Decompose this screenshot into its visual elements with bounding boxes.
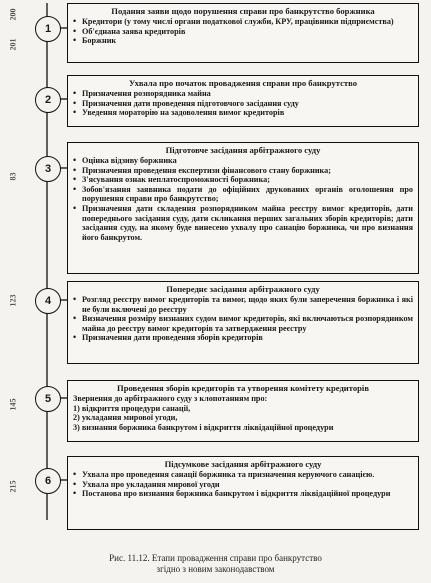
stage-item: • Зобов'язання заявника подати до офіційних друкованих органів оголошення про порушення справи про банкрутство; — [73, 185, 413, 204]
stage-5-items — [73, 404, 413, 433]
stage-item: • Визначення розміру визнаних судом вимог кредиторів, які включаються розпорядником майна до реєстру вимог кредиторів та затвердження реєстру — [73, 314, 413, 333]
figure-caption — [0, 553, 431, 575]
stage-1-number-circle: 1 — [35, 16, 61, 42]
stage-5-subtitle: Звернення до арбітражного суду з клопотанням про: — [73, 394, 268, 403]
figure-caption-line-1: Рис. 11.12. Етапи провадження справи про банкрутство — [109, 553, 322, 563]
figure-caption-line-2: згідно з новим законодавством — [156, 564, 275, 574]
stage-item: • Уведення мораторію на задоволення вимог кредиторів — [73, 108, 413, 118]
stage-5-title: Проведення зборів кредиторів та утворення комітету кредиторів — [117, 383, 369, 393]
stage-item: • Призначення проведення експертизи фінансового стану боржника; — [73, 166, 413, 176]
stage-5-box — [67, 380, 419, 442]
stage-4-box — [67, 281, 419, 364]
stage-item: • Призначення дати складення розпорядником майна реєстру вимог кредиторів, дати попереднього засідання суду, дати скликання перших загальних зборів кредиторів; дати засідання суду, на якому буде винесено ухвалу про санацію боржника, чи про визнання його банкрутом. — [73, 204, 413, 242]
margin-number: 123 — [8, 294, 18, 307]
stage-2-box — [67, 75, 419, 127]
stage-4-items — [73, 295, 413, 343]
stage-item: • Призначення розпорядника майна — [73, 89, 413, 99]
stage-6-title: Підсумкове засідання арбітражного суду — [164, 459, 322, 469]
stage-item: • Призначення дати проведення підготовчого засідання суду — [73, 99, 413, 109]
stage-item: • Ухвала про укладання мирової угоди — [73, 480, 413, 490]
stage-item: • Об'єднана заява кредиторів — [73, 27, 413, 37]
margin-number: 145 — [8, 398, 18, 411]
stage-3-title: Підготовче засідання арбітражного суду — [165, 145, 321, 155]
stage-3-box — [67, 142, 419, 274]
stage-2-title: Ухвала про початок провадження справи про банкрутство — [129, 78, 357, 88]
stage-item: 3) визнання боржника банкрутом і відкриття ліквідаційної процедури — [73, 422, 334, 432]
margin-number: 200 — [8, 8, 18, 21]
stage-item: • Призначення дати проведення зборів кредиторів — [73, 333, 413, 343]
stage-2-number-circle: 2 — [35, 87, 61, 113]
stage-6-box — [67, 456, 419, 530]
stage-6-number-circle: 6 — [35, 468, 61, 494]
stage-1-box — [67, 3, 419, 63]
stage-4-number-circle: 4 — [35, 288, 61, 314]
stage-item: • Оцінка відзиву боржника — [73, 156, 413, 166]
margin-number: 83 — [8, 172, 18, 181]
stage-item: • Боржник — [73, 36, 413, 46]
stage-3-number-circle: 3 — [35, 156, 61, 182]
stage-item: • Постанова про визнання боржника банкрутом і відкриття ліквідаційної процедури — [73, 489, 413, 499]
stage-item: • Розгляд реєстру вимог кредиторів та вимог, щодо яких були заперечення боржника і які не були включені до реєстру — [73, 295, 413, 314]
stage-1-title: Подання заяви щодо порушення справи про банкрутство боржника — [111, 6, 375, 16]
stage-3-items — [73, 156, 413, 242]
stage-1-items — [73, 17, 413, 46]
margin-number: 215 — [8, 480, 18, 493]
stage-item: • Ухвала про проведення санації боржника та призначення керуючого санацією. — [73, 470, 413, 480]
margin-number: 201 — [8, 38, 18, 51]
stage-4-title: Попереднє засідання арбітражного суду — [166, 284, 320, 294]
stage-2-items — [73, 89, 413, 118]
stage-6-items — [73, 470, 413, 499]
stage-item: • Кредитори (у тому числі органи податкової служби, КРУ, працівники підприємства) — [73, 17, 413, 27]
stage-5-number-circle: 5 — [35, 386, 61, 412]
stage-item: 1) відкриття процедури санації, — [73, 403, 191, 413]
stage-item: • З'ясування ознак неплатоспроможності боржника; — [73, 175, 413, 185]
stage-item: 2) укладання мирової угоди, — [73, 413, 178, 423]
